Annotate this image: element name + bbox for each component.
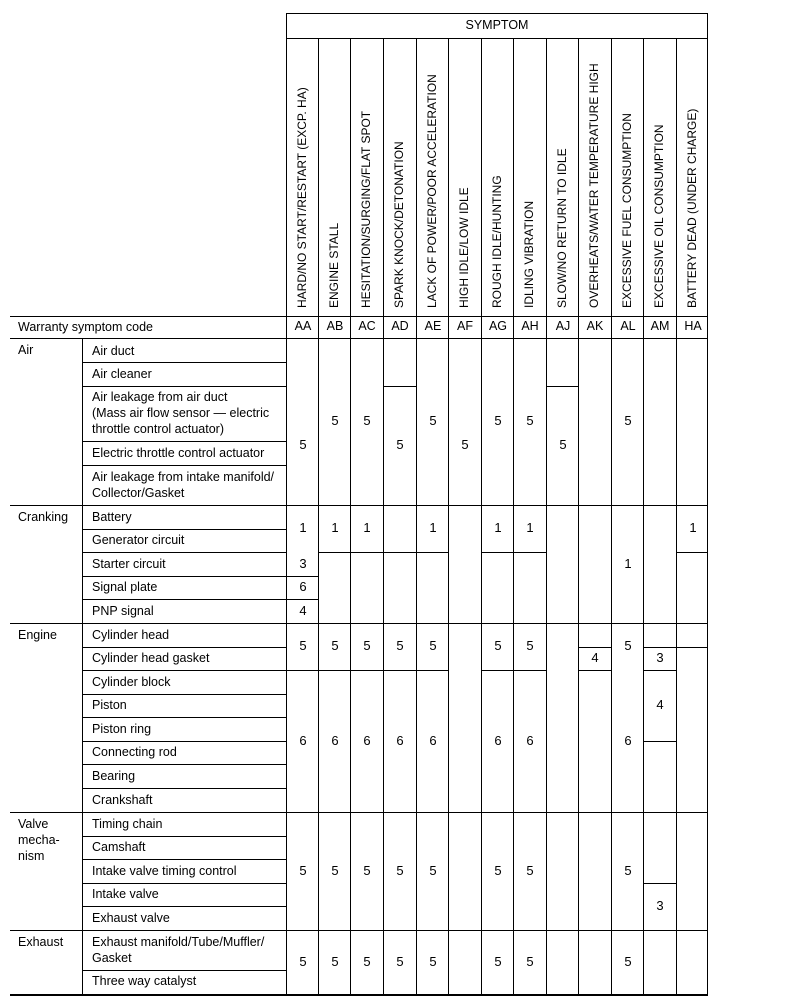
item-label: Exhaust valve — [92, 911, 170, 925]
item-label: Air cleaner — [92, 367, 152, 381]
cell-value: 6 — [396, 733, 404, 748]
rule — [350, 38, 351, 338]
rule — [707, 13, 708, 995]
item-label: Air leakage from intake manifold/ — [92, 470, 275, 484]
cell-value: 4 — [299, 603, 307, 618]
symptom-col-header: EXCESSIVE FUEL CONSUMPTION — [620, 113, 634, 308]
symptom-code: AG — [488, 319, 508, 333]
cell-value: 6 — [331, 733, 339, 748]
item-label: Gasket — [92, 951, 132, 965]
rule — [82, 741, 286, 742]
symptom-code: AA — [294, 319, 312, 333]
cell-value: 1 — [494, 520, 502, 535]
warranty-label: Warranty symptom code — [18, 320, 153, 334]
rule — [448, 38, 449, 338]
rule — [82, 859, 286, 860]
cell-value: 5 — [429, 413, 437, 428]
item-label: Intake valve — [92, 887, 159, 901]
group-label: Valve — [18, 817, 49, 831]
rule — [676, 552, 708, 553]
symptom-col-header: SLOW/NO RETURN TO IDLE — [555, 148, 569, 308]
rule — [481, 670, 546, 671]
rule — [82, 906, 286, 907]
cell-value: 5 — [396, 437, 404, 452]
symptom-code: AD — [391, 319, 409, 333]
rule — [481, 338, 482, 995]
rule — [416, 552, 448, 553]
item-label: Camshaft — [92, 840, 146, 854]
cell-value: 3 — [656, 650, 664, 665]
group-label: nism — [18, 849, 45, 863]
rule — [286, 576, 318, 577]
rule — [481, 38, 482, 338]
cell-value: 4 — [591, 650, 599, 665]
rule — [82, 529, 286, 530]
cell-value: 5 — [624, 638, 632, 653]
rule — [643, 883, 676, 884]
rule — [82, 362, 286, 363]
rule — [10, 338, 708, 339]
rule — [82, 465, 286, 466]
symptom-col-header: IDLING VIBRATION — [522, 200, 536, 308]
item-label: Cylinder head gasket — [92, 651, 210, 665]
rule — [82, 717, 286, 718]
symptom-col-header: HESITATION/SURGING/FLAT SPOT — [359, 110, 373, 308]
cell-value: 1 — [624, 556, 632, 571]
cell-value: 1 — [299, 520, 307, 535]
item-label: Cylinder block — [92, 675, 171, 689]
rule — [383, 38, 384, 338]
cell-value: 5 — [526, 638, 534, 653]
cell-value: 5 — [429, 954, 437, 969]
cell-value: 6 — [363, 733, 371, 748]
rule — [578, 38, 579, 338]
symptom-code: AL — [620, 319, 636, 333]
symptom-col-header: ROUGH IDLE/HUNTING — [490, 175, 504, 308]
rule — [513, 38, 514, 338]
rule — [82, 599, 286, 600]
cell-value: 5 — [559, 437, 567, 452]
cell-value: 5 — [526, 954, 534, 969]
symptom-col-header: EXCESSIVE OIL CONSUMPTION — [652, 124, 666, 308]
cell-value: 5 — [396, 954, 404, 969]
rule — [676, 338, 677, 995]
item-label: Battery — [92, 510, 132, 524]
rule — [286, 599, 318, 600]
rule — [286, 13, 287, 338]
cell-value: 6 — [526, 733, 534, 748]
rule — [82, 647, 286, 648]
item-label: Starter circuit — [92, 557, 166, 571]
item-label: Three way catalyst — [92, 974, 197, 988]
symptom-col-header: ENGINE STALL — [327, 222, 341, 308]
rule — [10, 994, 708, 996]
item-label: Air leakage from air duct — [92, 390, 228, 404]
cell-value: 6 — [624, 733, 632, 748]
rule — [643, 338, 644, 995]
group-label: Air — [18, 343, 34, 357]
item-label: Cylinder head — [92, 628, 170, 642]
item-label: Bearing — [92, 769, 136, 783]
rule — [10, 623, 708, 624]
item-label: Air duct — [92, 344, 135, 358]
rule — [643, 670, 676, 671]
rule — [513, 338, 514, 995]
group-label: mecha- — [18, 833, 60, 847]
item-label: Connecting rod — [92, 745, 177, 759]
symptom-code: AE — [424, 319, 442, 333]
rule — [643, 741, 676, 742]
item-label: Timing chain — [92, 817, 163, 831]
rule — [416, 38, 417, 338]
symptom-col-header: BATTERY DEAD (UNDER CHARGE) — [685, 108, 699, 308]
rule — [82, 552, 286, 553]
rule — [578, 670, 611, 671]
cell-value: 5 — [396, 638, 404, 653]
rule — [286, 670, 448, 671]
rule — [82, 836, 286, 837]
cell-value: 5 — [299, 954, 307, 969]
cell-value: 5 — [331, 413, 339, 428]
cell-value: 5 — [494, 954, 502, 969]
rule — [82, 788, 286, 789]
group-label: Engine — [18, 628, 57, 642]
symptom-code: AM — [650, 319, 670, 333]
cell-value: 3 — [299, 556, 307, 571]
cell-value: 5 — [624, 413, 632, 428]
rule — [611, 338, 612, 995]
rule — [286, 13, 708, 14]
rule — [383, 386, 416, 387]
symptom-code: AK — [586, 319, 604, 333]
symptom-code: AJ — [555, 319, 571, 333]
cell-value: 6 — [429, 733, 437, 748]
symptom-code: AF — [457, 319, 473, 333]
rule — [318, 552, 416, 553]
item-label: Intake valve timing control — [92, 864, 237, 878]
cell-value: 5 — [494, 413, 502, 428]
rule — [546, 38, 547, 338]
cell-value: 5 — [331, 638, 339, 653]
rule — [82, 670, 286, 671]
rule — [82, 338, 83, 995]
cell-value: 3 — [656, 898, 664, 913]
cell-value: 5 — [299, 863, 307, 878]
rule — [10, 316, 708, 317]
cell-value: 6 — [299, 579, 307, 594]
group-label: Exhaust — [18, 935, 64, 949]
symptom-code: AH — [521, 319, 539, 333]
rule — [676, 647, 708, 648]
cell-value: 5 — [494, 638, 502, 653]
cell-value: 5 — [363, 638, 371, 653]
rule — [10, 930, 708, 931]
item-label: PNP signal — [92, 604, 154, 618]
symptom-title: SYMPTOM — [465, 18, 529, 32]
cell-value: 5 — [363, 954, 371, 969]
item-label: Crankshaft — [92, 793, 153, 807]
item-label: Electric throttle control actuator — [92, 446, 265, 460]
cell-value: 1 — [331, 520, 339, 535]
rule — [643, 38, 644, 338]
rule — [350, 338, 351, 995]
cell-value: 5 — [429, 863, 437, 878]
rule — [676, 38, 677, 338]
cell-value: 5 — [299, 437, 307, 452]
rule — [82, 576, 286, 577]
rule — [82, 441, 286, 442]
rule — [82, 694, 286, 695]
cell-value: 5 — [624, 954, 632, 969]
symptom-col-header: LACK OF POWER/POOR ACCELERATION — [425, 74, 439, 308]
item-label: Collector/Gasket — [92, 486, 185, 500]
rule — [611, 38, 612, 338]
cell-value: 5 — [494, 863, 502, 878]
symptom-col-header: HARD/NO START/RESTART (EXCP. HA) — [295, 87, 309, 308]
rule — [643, 647, 676, 648]
symptom-code: AC — [358, 319, 376, 333]
cell-value: 5 — [526, 413, 534, 428]
symptom-col-header: OVERHEATS/WATER TEMPERATURE HIGH — [587, 63, 601, 308]
cell-value: 6 — [494, 733, 502, 748]
rule — [82, 970, 286, 971]
cell-value: 5 — [331, 863, 339, 878]
symptom-code: HA — [684, 319, 702, 333]
cell-value: 1 — [526, 520, 534, 535]
symptom-col-header: HIGH IDLE/LOW IDLE — [457, 187, 471, 308]
cell-value: 5 — [429, 638, 437, 653]
item-label: Piston ring — [92, 722, 152, 736]
rule — [318, 38, 319, 338]
rule — [578, 647, 611, 648]
symptom-col-header: SPARK KNOCK/DETONATION — [392, 141, 406, 308]
rule — [546, 386, 578, 387]
cell-value: 1 — [363, 520, 371, 535]
item-label: throttle control actuator) — [92, 422, 225, 436]
rule — [82, 883, 286, 884]
group-label: Cranking — [18, 510, 69, 524]
rule — [82, 764, 286, 765]
cell-value: 5 — [461, 437, 469, 452]
rule — [416, 338, 417, 995]
cell-value: 5 — [624, 863, 632, 878]
cell-value: 5 — [331, 954, 339, 969]
cell-value: 5 — [363, 413, 371, 428]
cell-value: 5 — [526, 863, 534, 878]
cell-value: 1 — [689, 520, 697, 535]
item-label: Generator circuit — [92, 533, 185, 547]
symptom-code: AB — [326, 319, 344, 333]
cell-value: 6 — [299, 733, 307, 748]
rule — [481, 552, 546, 553]
cell-value: 5 — [299, 638, 307, 653]
item-label: Signal plate — [92, 580, 158, 594]
rule — [10, 505, 708, 506]
rule — [10, 812, 708, 813]
item-label: Piston — [92, 698, 127, 712]
cell-value: 4 — [656, 697, 664, 712]
item-label: (Mass air flow sensor — electric — [92, 406, 270, 420]
cell-value: 5 — [363, 863, 371, 878]
cell-value: 1 — [429, 520, 437, 535]
item-label: Exhaust manifold/Tube/Muffler/ — [92, 935, 265, 949]
rule — [82, 386, 286, 387]
cell-value: 5 — [396, 863, 404, 878]
